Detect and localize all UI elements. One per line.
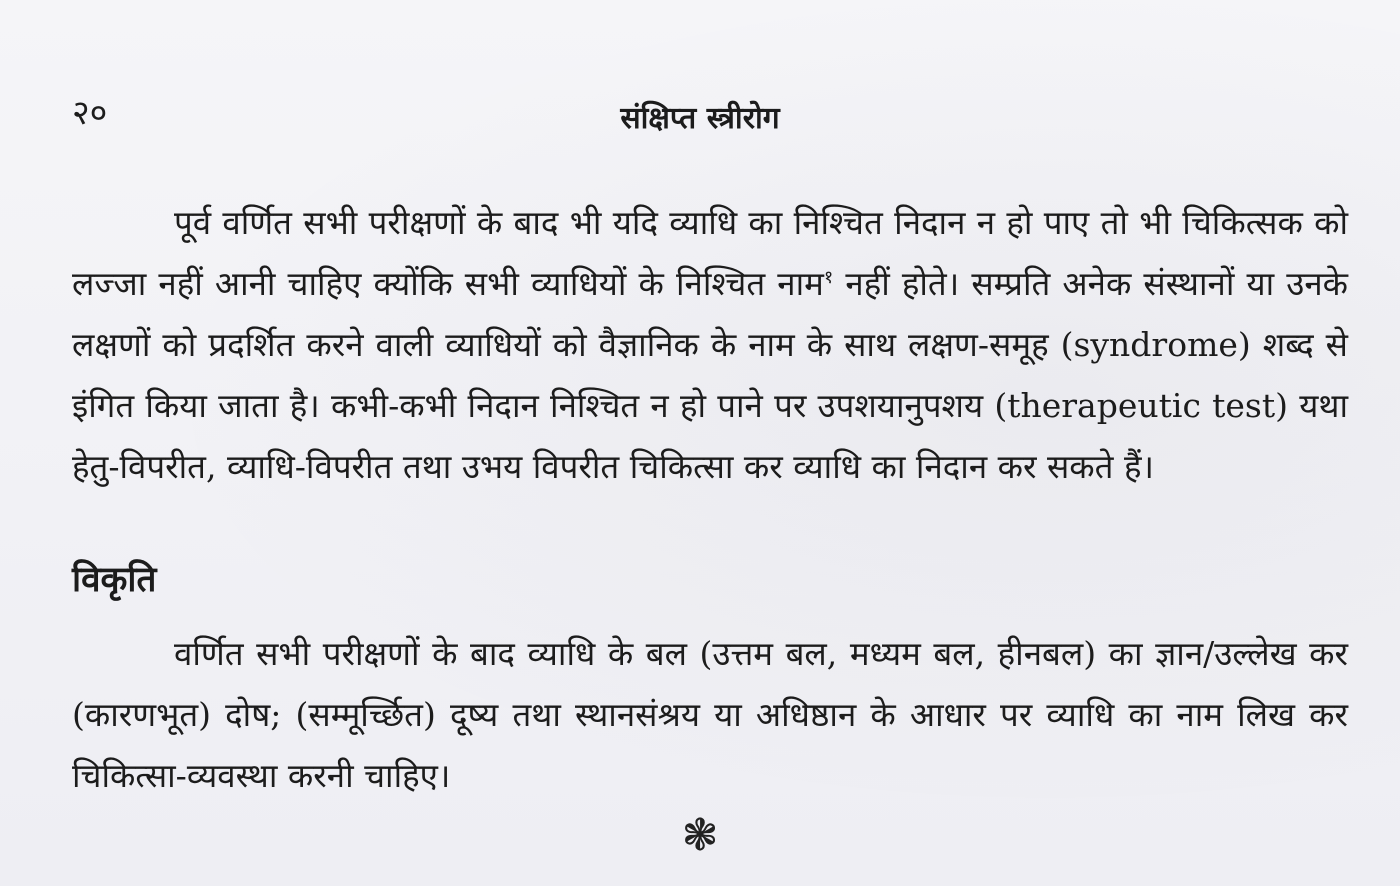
running-title: संक्षिप्त स्त्रीरोग (620, 101, 780, 136)
footnote-marker: १ (823, 267, 834, 288)
paragraph-text-part-2: नहीं होते। सम्प्रति अनेक संस्थानों या उनके लक्षणों को प्रदर्शित करने वाली व्याधियों को वैज्ञानिक के नाम के साथ लक्षण-समूह (syndrome) शब्द से इंगित किया जाता है। कभी-कभी निदान निश्चित न हो पाने पर उपशयानुपशय (therapeutic test) यथा हेतु-विपरीत, व्याधि-विपरीत तथा उभय विपरीत चिकित्सा कर व्याधि का निदान कर सकते हैं। (72, 264, 1348, 486)
section-heading: विकृति (72, 559, 157, 600)
end-ornament-icon: ❃ (681, 810, 719, 861)
paragraph-vikriti: वर्णित सभी परीक्षणों के बाद व्याधि के बल (उत्तम बल, मध्यम बल, हीनबल) का ज्ञान/उल्लेख कर (कारणभूत) दोष; (सम्मूर्च्छित) दूष्य तथा स्थानसंश्रय या अधिष्ठान के आधार पर व्याधि का नाम लिख कर चिकित्सा-व्यवस्था करनी चाहिए। (72, 634, 1348, 795)
paragraph-text-part-1: पूर्व वर्णित सभी परीक्षणों के बाद भी यदि व्याधि का निश्चित निदान न हो पाए तो भी चिकित्सक को लज्जा नहीं आनी चाहिए क्योंकि सभी व्याधियों के निश्चित नाम (72, 203, 1348, 303)
page-number: २० (72, 93, 108, 133)
paragraph-diagnosis (72, 192, 1348, 497)
